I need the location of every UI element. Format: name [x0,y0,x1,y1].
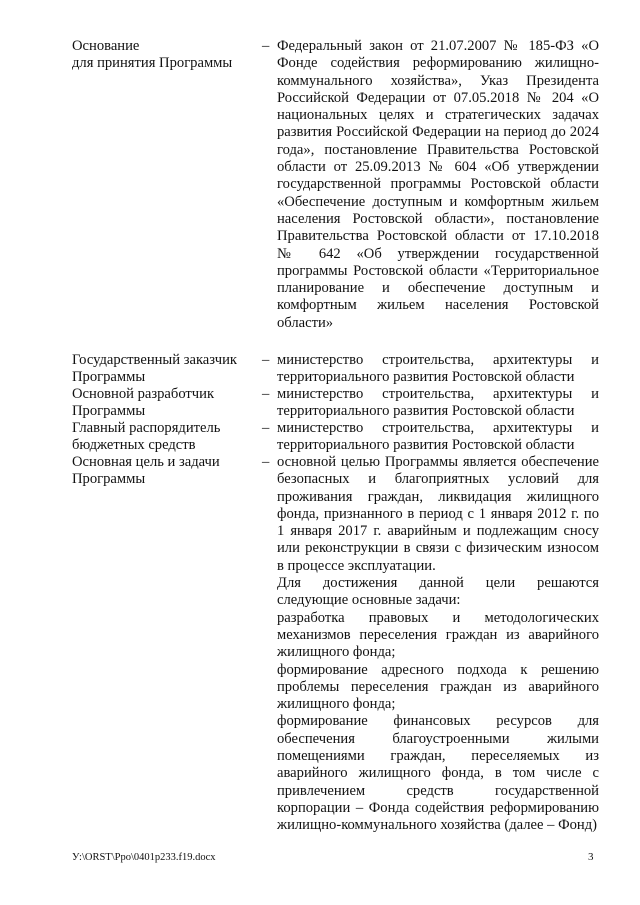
row-content [277,38,599,332]
row-label [72,38,262,73]
row-label: Государственный заказчик Программы [72,352,237,386]
row-label: Основная цель и задачи Программы [72,454,220,488]
page-number: 3 [588,851,594,863]
row-dash: – [262,352,270,368]
label-line: для принятия Программы [72,55,233,72]
row-content [277,420,599,455]
content-paragraph: формирование адресного подхода к решению проблемы переселения граждан из аварийного жилищного фонда; [277,661,599,713]
content-paragraph: основной целью Программы является обеспечение безопасных и благоприятных условий для проживания граждан, ликвидация жилищного фонда, признанного в период с 1 января 2012 г. по 1 января 2017 г. аварийным и подлежащим сносу или реконструкции в связи с физическим износом в процессе эксплуатации. [277,454,599,574]
content-paragraph: Федеральный закон от 21.07.2007 № 185-ФЗ «О Фонде содействия реформированию жилищно-коммунального хозяйства», Указ Президента Российской Федерации от 07.05.2018 № 204 «О национальных целях и стратегических задачах развития Российской Федерации на период до 2024 года», постановление Правительства Ростовской области от 25.09.2013 № 604 «Об утверждении государственной программы Ростовской области «Обеспечение доступным и комфортным жильем населения Ростовской области», постановление Правительства Ростовской области от 17.10.2018 № 642 «Об утверждении государственной программы Ростовской области «Территориальное планирование и обеспечение доступным и комфортным жильем населения Ростовской области» [277,38,599,331]
row-dash: – [262,38,270,54]
row-dash: – [262,420,270,436]
content-paragraph: министерство строительства, архитектуры и территориального развития Ростовской области [277,352,599,386]
row-label: Главный распорядитель бюджетных средств [72,420,221,454]
row-content [277,386,599,421]
row-content [277,454,599,835]
content-paragraph: министерство строительства, архитектуры и территориального развития Ростовской области [277,420,599,454]
content-paragraph: министерство строительства, архитектуры и территориального развития Ростовской области [277,386,599,420]
row-dash: – [262,386,270,402]
label-line: Основание [72,38,140,54]
row-content [277,352,599,387]
row-dash: – [262,454,270,470]
content-paragraph: разработка правовых и методологических механизмов переселения граждан из аварийного жилищного фонда; [277,609,599,661]
content-paragraph: Для достижения данной цели решаются следующие основные задачи: [277,575,599,609]
content-paragraph: формирование финансовых ресурсов для обеспечения благоустроенными жилыми помещениями граждан, переселяемых из аварийного жилищного фонда, в том числе с привлечением средств государственной корпорации – Фонда содействия реформированию жилищно-коммунального хозяйства (далее – Фонд) [277,713,599,834]
footer-file-path: У:\ORST\Ppo\0401p233.f19.docx [72,852,216,863]
row-label: Основной разработчик Программы [72,386,215,420]
